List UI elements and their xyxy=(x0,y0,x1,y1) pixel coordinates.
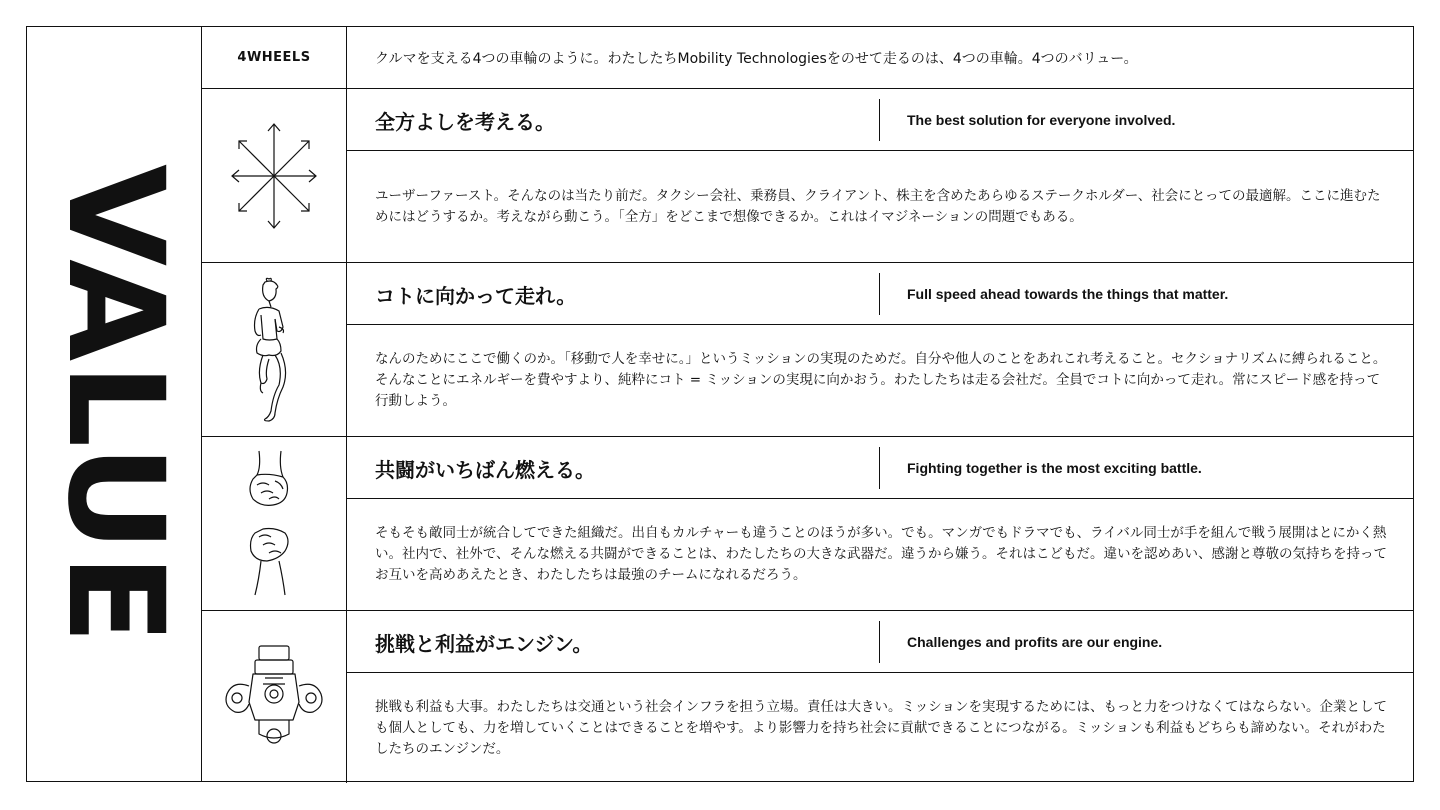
value-content xyxy=(347,611,1413,783)
value-body-text: 挑戦も利益も大事。わたしたちは交通という社会インフラを担う立場。責任は大きい。ミッションを実現するためには、もっと力をつけなくてはならない。企業としても個人としても、力を増していくことはできることを増やす。より影響力を持ち社会に貢献できることにつながる。ミッションも利益もどちらも諦めない。それがわたしたちのエンジンだ。 xyxy=(375,698,1387,757)
value-header xyxy=(347,263,1413,325)
value-body xyxy=(375,325,1393,436)
value-table xyxy=(26,26,1414,782)
side-label: VALUE xyxy=(38,163,192,647)
intro-text: クルマを支える4つの車輪のように。わたしたちMobility Technologiesをのせて走るのは、4つの車輪。4つのバリュー。 xyxy=(375,50,1138,67)
intro-label-cell xyxy=(202,27,347,88)
value-body xyxy=(375,499,1393,610)
value-header xyxy=(347,437,1413,499)
value-title-jp: 挑戦と利益がエンジン。 xyxy=(375,631,593,656)
value-icon-cell xyxy=(202,611,347,783)
value-title-en: The best solution for everyone involved. xyxy=(907,112,1176,128)
value-row xyxy=(202,263,1413,437)
value-body-text: なんのためにここで働くのか。「移動で人を幸せに。」というミッションの実現のためだ。自分や他人のことをあれこれ考えること。セクショナリズムに縛られること。そんなことにエネルギーを費やすより、純粋にコト = ミッションの実現に向かおう。わたしたちは走る会社だ。全員でコトに向かって走れ。常にスピード感を持って行動しよう。 xyxy=(375,351,1387,409)
value-row xyxy=(202,611,1413,783)
value-body xyxy=(375,673,1393,783)
value-icon-cell xyxy=(202,89,347,262)
value-title-en: Challenges and profits are our engine. xyxy=(907,634,1163,650)
intro-label: 4WHEELS xyxy=(237,50,311,65)
value-icon-cell xyxy=(202,263,347,436)
engine-icon xyxy=(219,642,329,752)
header-divider xyxy=(879,99,880,141)
value-title-en: Fighting together is the most exciting battle. xyxy=(907,460,1202,476)
value-body-text: そもそも敵同士が統合してできた組織だ。出自もカルチャーも違うことのほうが多い。でも。マンガでもドラマでも、ライバル同士が手を組んで戦う展開はとにかく熱い。社内で、社外で、そんな燃える共闘ができることは、わたしたちの大きな武器だ。違うから嫌う。それはこどもだ。違いを認めあい、感謝と尊敬の気持ちを持ってお互いを高めあえたとき、わたしたちは最強のチームになれるだろう。 xyxy=(375,525,1387,583)
value-title-jp: コトに向かって走れ。 xyxy=(375,283,577,308)
value-body-text: ユーザーファースト。そんなのは当たり前だ。タクシー会社、乗務員、クライアント、株主を含めたあらゆるステークホルダー、社会にとっての最適解。ここに進むためにはどうするか。考えながら動こう。「全方」をどこまで想像できるか。これはイマジネーションの問題でもある。 xyxy=(375,187,1381,225)
header-divider xyxy=(879,273,880,315)
value-header xyxy=(347,611,1413,673)
value-icon-cell xyxy=(202,437,347,610)
value-content xyxy=(347,89,1413,262)
compass-arrows-icon xyxy=(229,116,319,236)
value-title-jp: 全方よしを考える。 xyxy=(375,109,555,134)
header-divider xyxy=(879,621,880,663)
value-title-jp: 共闘がいちばん燃える。 xyxy=(375,457,595,482)
value-body xyxy=(375,151,1393,262)
runner-icon xyxy=(239,275,309,425)
value-row xyxy=(202,437,1413,611)
side-label-column xyxy=(27,27,202,781)
fist-bump-icon xyxy=(239,449,309,599)
value-header xyxy=(347,89,1413,151)
header-divider xyxy=(879,447,880,489)
value-row xyxy=(202,89,1413,263)
value-title-en: Full speed ahead towards the things that matter. xyxy=(907,286,1229,302)
value-grid xyxy=(202,27,1413,781)
value-content xyxy=(347,263,1413,436)
intro-row xyxy=(202,27,1413,89)
value-content xyxy=(347,437,1413,610)
